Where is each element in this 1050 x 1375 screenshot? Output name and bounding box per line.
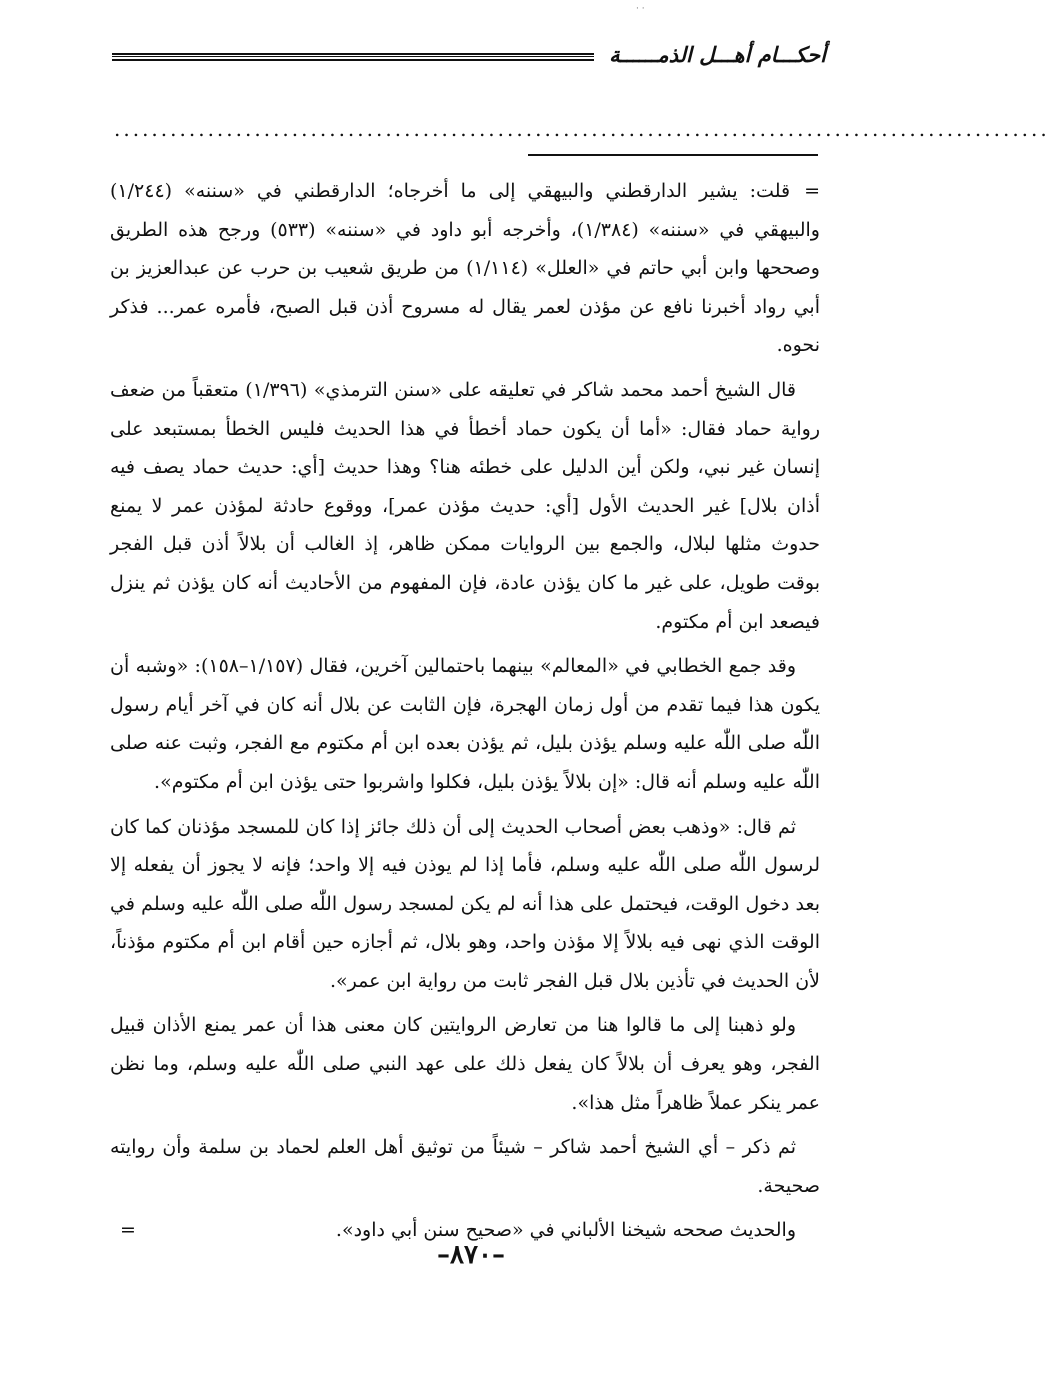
footnote-body [110, 172, 820, 1250]
paragraph-6: ثم ذكر – أي الشيخ أحمد شاكر – شيئاً من توثيق أهل العلم لحماد بن سلمة وأن روايته صحيحة. [110, 1136, 820, 1197]
header-double-rule [112, 53, 594, 61]
paragraph-2: قال الشيخ أحمد محمد شاكر في تعليقه على «سنن الترمذي» (١/٣٩٦) متعقباً من ضعف رواية حماد فقال: «أما أن يكون حماد أخطأ في هذا الحديث فليس الخطأ بمستبعد على إنسان غير نبي، ولكن أين الدليل على خطئه هنا؟ وهذا حديث [أي: حديث حماد يصف فيه أذان بلال] غير الحديث الأول [أي: حديث مؤذن عمر]، ووقوع حادثة لمؤذن عمر لا يمنع حدوث مثلها لبلال، والجمع بين الروايات ممكن ظاهر، إذ الغالب أن بلالاً أذن قبل الفجر بوقت طويل، على غير ما كان يؤذن عادة، فإن المفهوم من الأحاديث أنه كان يؤذن ثم ينزل فيصعد ابن أم مكتوم. [110, 378, 820, 633]
scan-mark: · · [636, 4, 645, 14]
paragraph-4: ثم قال: «وذهب بعض أصحاب الحديث إلى أن ذلك جائز إذا كان للمسجد مؤذنان كما كان لرسول اللّٰه صلى اللّٰه عليه وسلم، فأما إذا لم يوذن فيه إلا واحد؛ فإنه لا يجوز أن يفعله إلا بعد دخول الوقت، فيحتمل على هذا أنه لم يكن لمسجد رسول اللّٰه صلى اللّٰه عليه وسلم في الوقت الذي نهى فيه بلالاً إلا مؤذن واحد، وهو بلال، ثم أجازه حين أقام ابن أم مكتوم مؤذناً، لأن الحديث في تأذين بلال قبل الفجر ثابت من رواية ابن عمر». [110, 815, 820, 992]
paragraph-3: وقد جمع الخطابي في «المعالم» بينهما باحتمالين آخرين، فقال (١/١٥٧–١٥٨): «وشبه أن يكون هذا فيما تقدم من أول زمان الهجرة، فإن الثابت عن بلال أنه كان في آخر أيام رسول اللّٰه صلى اللّٰه عليه وسلم يؤذن بليل، ثم يؤذن بعده ابن أم مكتوم مع الفجر، وثبت عنه صلى اللّٰه عليه وسلم أنه قال: «إن بلالاً يؤذن بليل، فكلوا واشربوا حتى يؤذن ابن أم مكتوم». [110, 655, 821, 793]
continuation-marker-end: = [120, 1219, 136, 1242]
footnote-rule [528, 154, 818, 156]
page-number: –٨٧٠– [437, 1240, 505, 1270]
paragraph-5: ولو ذهبنا إلى ما قالوا هنا من تعارض الروايتين كان معنى هذا أن عمر يمنع الأذان قبيل الفجر، وهو يعرف أن بلالاً كان يفعل ذلك على عهد النبي صلى اللّٰه عليه وسلم، وما نظن عمر ينكر عملاً ظاهراً مثل هذا». [110, 1014, 820, 1114]
dotted-separator: .................................................................................................... [114, 117, 1050, 141]
paragraph-1 [110, 172, 820, 365]
continuation-marker: = [804, 180, 820, 202]
header-rule-inner [112, 56, 594, 57]
paragraph-text: قلت: يشير الدارقطني والبيهقي إلى ما أخرجاه؛ الدارقطني في «سننه» (١/٢٤٤) والبيهقي في «سننه» (١/٣٨٤)، وأخرجه أبو داود في «سننه» (٥٣٣) ورجح هذه الطريق وصححها وابن أبي حاتم في «العلل» (١/١١٤) من طريق شعيب بن حرب عن عبدالعزيز بن أبي رواد أخبرنا نافع عن مؤذن لعمر يقال له مسروح أذن قبل الصبح، فأمره عمر... فذكر نحوه. [110, 180, 820, 357]
final-line-text: والحديث صححه شيخنا الألباني في «صحيح سنن أبي داود». [335, 1219, 796, 1242]
header-title: أحكـــام أهـــل الذمــــــة [609, 42, 826, 67]
running-header [112, 40, 826, 80]
